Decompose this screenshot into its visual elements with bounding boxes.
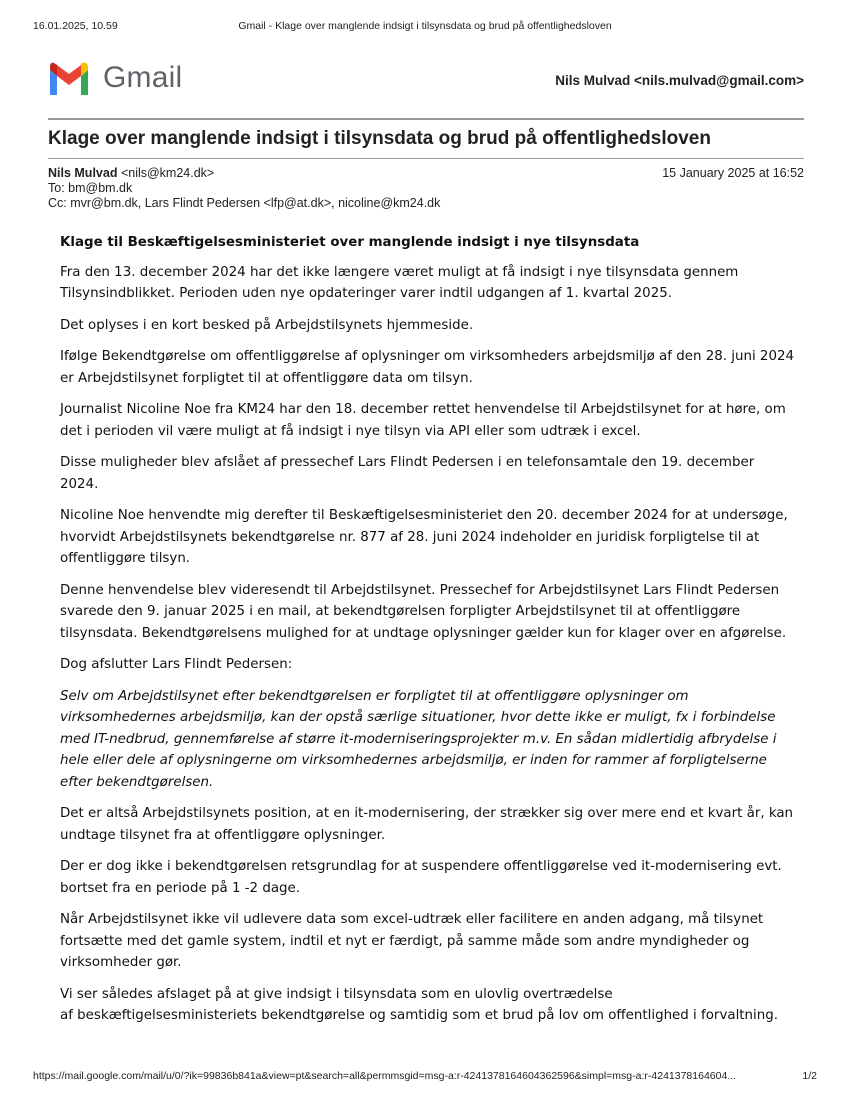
body-paragraph: Dog afslutter Lars Flindt Pedersen:: [60, 657, 293, 672]
body-paragraph: Der er dog ikke i bekendtgørelsen retsgrundlag for at suspendere offentliggørelse ved it-modernisering evt. bortset fra en periode på 1 -2 dage.: [60, 859, 782, 896]
print-header: [33, 20, 817, 34]
sender-name: Nils Mulvad: [48, 166, 118, 180]
body-paragraph: Journalist Nicoline Noe fra KM24 har den 18. december rettet henvendelse til Arbejdstilsynet for at høre, om det i perioden vil være muligt at få indsigt i nye tilsyn via API eller som udtræk i excel.: [60, 402, 786, 439]
gmail-logo: [47, 61, 182, 95]
message-body: [60, 232, 794, 1037]
body-paragraph: Det oplyses i en kort besked på Arbejdstilsynets hjemmeside.: [60, 317, 474, 333]
body-paragraph: Når Arbejdstilsynet ikke vil udlevere data som excel-udtræk eller facilitere en anden adgang, må tilsynet fortsætte med det gamle system, indtil et nyt er færdigt, på samme måde som andre myndigheder og virksomheder gør.: [60, 912, 764, 970]
body-paragraph: Det er altså Arbejdstilsynets position, at en it-modernisering, der strækker sig over mere end et kvart år, kan undtage tilsynet fra at offentliggøre oplysninger.: [60, 806, 794, 843]
message-header: [48, 166, 804, 211]
body-paragraph: Disse muligheder blev afslået af pressechef Lars Flindt Pedersen i en telefonsamtale den 19. december 2024.: [60, 455, 755, 492]
to-line: To: bm@bm.dk: [48, 181, 133, 195]
divider-top: [48, 118, 804, 120]
cc-line: Cc: mvr@bm.dk, Lars Flindt Pedersen <lfp@at.dk>, nicoline@km24.dk: [48, 196, 441, 210]
gmail-m-icon: [47, 61, 91, 95]
divider-subject: [48, 158, 804, 159]
sender-email: <nils@km24.dk>: [117, 166, 215, 180]
body-paragraph: Vi ser således afslaget på at give indsigt i tilsynsdata som en ulovlig overtrædelse af beskæftigelsesministeriets bekendtgørelse og samtidig som et brud på lov om offentlighed i forvaltning.: [60, 986, 778, 1023]
account-label: Nils Mulvad <nils.mulvad@gmail.com>: [555, 73, 804, 88]
body-paragraph: Denne henvendelse blev videresendt til Arbejdstilsynet. Pressechef for Arbejdstilsynet Lars Flindt Pedersen svarede den 9. januar 2025 i en mail, at bekendtgørelsen forpligter Arbejdstilsynet til at offentliggøre tilsynsdata. Bekendtgørelsens mulighed for at undtage oplysninger gælder kun for klager over en afgørelse.: [60, 582, 787, 641]
body-paragraph: Nicoline Noe henvendte mig derefter til Beskæftigelsesministeriet den 20. december 2024 for at undersøge, hvorvidt Arbejdstilsynets bekendtgørelse nr. 877 af 28. juni 2024 indeholder en juridisk forpligtelse til at offentliggøre tilsyn.: [60, 508, 788, 566]
body-paragraph: Fra den 13. december 2024 har det ikke længere været muligt at få indsigt i nye tilsynsdata gennem Tilsynsindblikket. Perioden uden nye opdateringer varer indtil udgangen af 1. kvartal 2025.: [60, 264, 739, 301]
email-subject: Klage over manglende indsigt i tilsynsdata og brud på offentlighedsloven: [48, 128, 711, 149]
body-paragraph: Ifølge Bekendtgørelse om offentliggørelse af oplysninger om virksomheders arbejdsmiljø af den 28. juni 2024 er Arbejdstilsynet forpligtet til at offentliggøre data om tilsyn.: [60, 349, 794, 386]
body-heading: Klage til Beskæftigelsesministeriet over manglende indsigt i nye tilsynsdata: [60, 235, 640, 250]
print-datetime: 16.01.2025, 10.59: [33, 20, 118, 32]
body-quote: Selv om Arbejdstilsynet efter bekendtgørelsen er forpligtet til at offentliggøre oplysninger om virksomhedernes arbejdsmiljø, kan der opstå særlige situationer, hvor dette ikke er muligt, fx i forbindelse med IT-nedbrud, gennemførelse af større it-moderniseringsprojekter m.v. En sådan midlertidig afbrydelse i hele eller dele af oplysningerne om virksomhedernes arbejdsmiljø, er inden for rammer af forpligtelserne efter bekendtgørelsen.: [60, 688, 777, 790]
print-url[interactable]: https://mail.google.com/mail/u/0/?ik=99836b841a&view=pt&search=all&permmsgid=msg-a:r-4241378164604362596&simpl=msg-a:r-4241378164604...: [33, 1070, 737, 1082]
message-date: 15 January 2025 at 16:52: [662, 166, 804, 180]
print-page-title: Gmail - Klage over manglende indsigt i tilsynsdata og brud på offentlighedsloven: [238, 20, 612, 32]
gmail-wordmark: Gmail: [103, 61, 183, 94]
page-number: 1/2: [802, 1070, 817, 1082]
